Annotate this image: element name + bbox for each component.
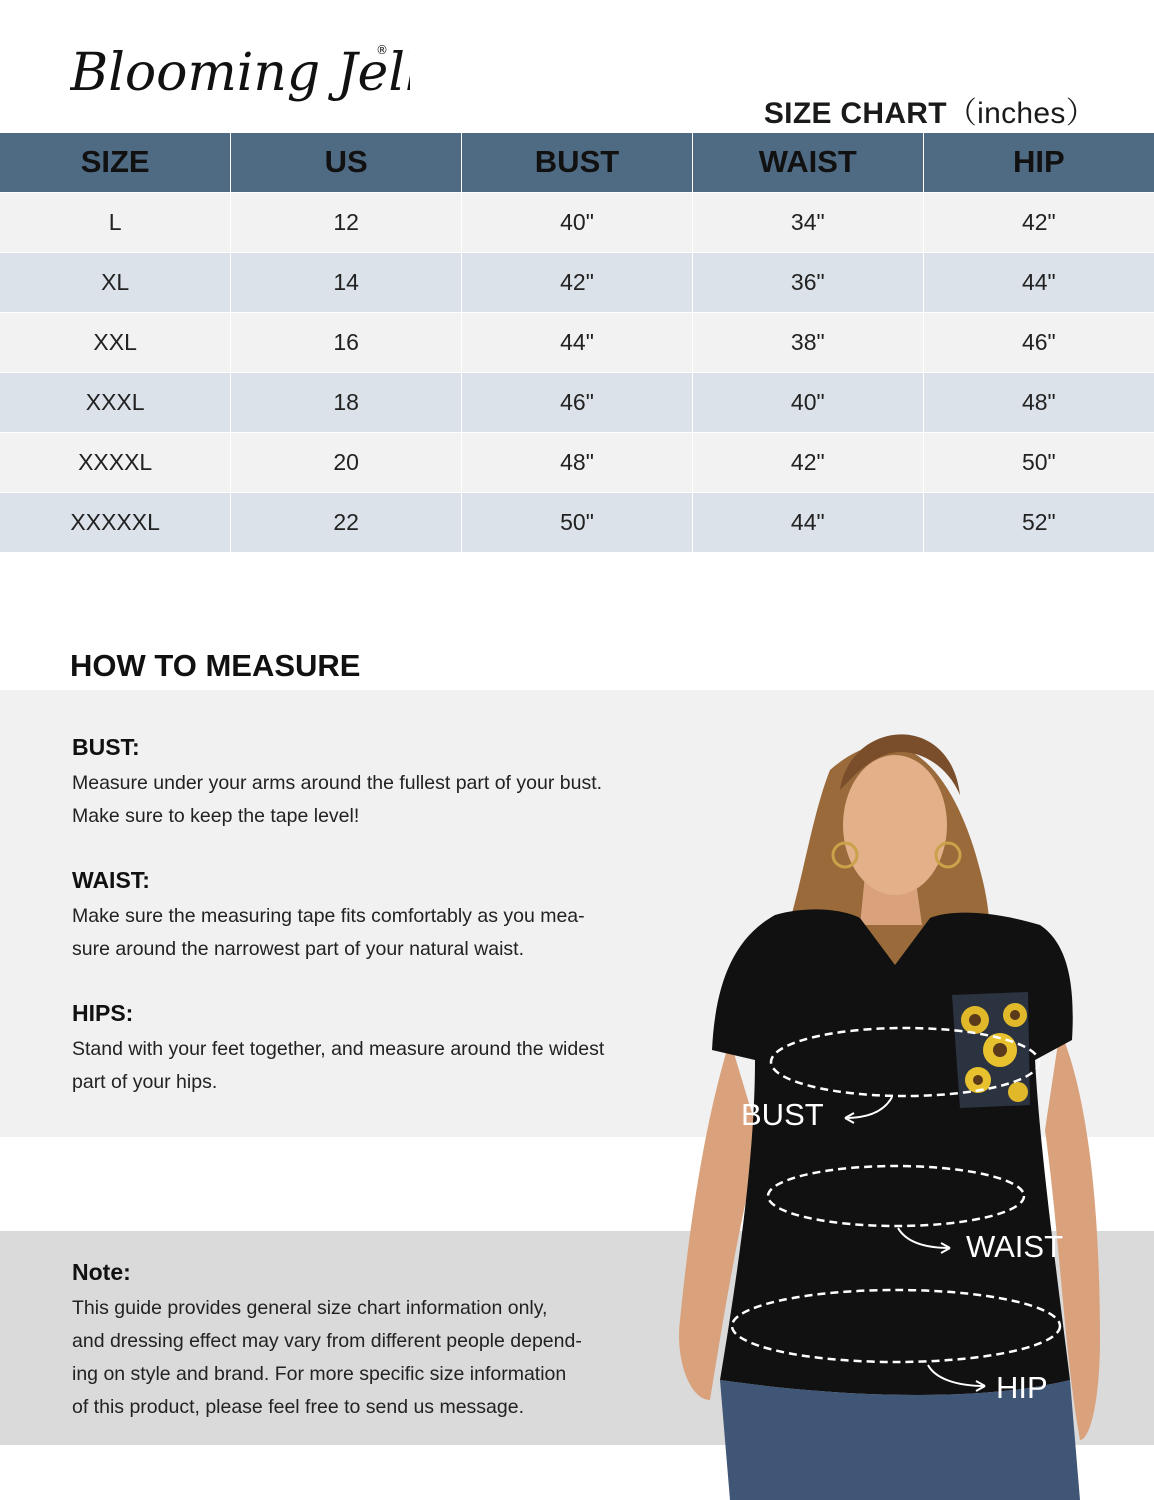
note-line-1: This guide provides general size chart information only, <box>72 1297 548 1319</box>
note-line-4: of this product, please feel free to send us message. <box>72 1396 525 1418</box>
cell-bust: 46" <box>462 372 693 432</box>
cell-size: XXL <box>0 312 231 372</box>
waist-section <box>72 867 672 966</box>
bust-section <box>72 734 672 833</box>
bust-title: BUST: <box>72 734 140 760</box>
note-line-2: and dressing effect may vary from different people depend- <box>72 1330 582 1352</box>
header-bust: BUST <box>462 133 693 192</box>
size-chart-title <box>764 88 1096 132</box>
cell-bust: 48" <box>462 432 693 492</box>
cell-us: 18 <box>231 372 462 432</box>
cell-us: 14 <box>231 252 462 312</box>
table-header-row <box>0 133 1154 192</box>
table-row <box>0 432 1154 492</box>
brand-logo-wordmark <box>70 28 410 108</box>
waist-line-2: sure around the narrowest part of your natural waist. <box>72 938 524 960</box>
header-us: US <box>231 133 462 192</box>
table-row <box>0 312 1154 372</box>
header-size: SIZE <box>0 133 231 192</box>
size-chart-table <box>0 133 1154 552</box>
svg-text:Blooming Jelly: Blooming Jel <box>70 43 405 103</box>
cell-size: L <box>0 192 231 252</box>
model-illustration <box>660 700 1154 1500</box>
model-photo <box>660 700 1154 1500</box>
brand-logo <box>70 28 410 108</box>
waist-line-1: Make sure the measuring tape fits comfortably as you mea- <box>72 905 585 927</box>
hip-label: HIP <box>996 1370 1048 1405</box>
table-row <box>0 192 1154 252</box>
cell-size: XXXXL <box>0 432 231 492</box>
cell-size: XXXL <box>0 372 231 432</box>
cell-hip: 44" <box>923 252 1154 312</box>
cell-waist: 38" <box>692 312 923 372</box>
cell-waist: 42" <box>692 432 923 492</box>
cell-bust: 44" <box>462 312 693 372</box>
hips-section <box>72 1000 672 1099</box>
waist-label: WAIST <box>966 1229 1064 1264</box>
svg-text:®: ® <box>376 43 388 57</box>
cell-size: XXXXXL <box>0 492 231 552</box>
cell-waist: 44" <box>692 492 923 552</box>
cell-size: XL <box>0 252 231 312</box>
waist-title: WAIST: <box>72 867 150 893</box>
table-row <box>0 252 1154 312</box>
cell-bust: 50" <box>462 492 693 552</box>
hips-line-1: Stand with your feet together, and measure around the widest <box>72 1038 605 1060</box>
cell-waist: 40" <box>692 372 923 432</box>
hips-line-2: part of your hips. <box>72 1071 218 1093</box>
size-chart-title-text: SIZE CHART <box>763 97 947 130</box>
note-line-3: ing on style and brand. For more specific size information <box>72 1363 567 1385</box>
cell-waist: 36" <box>692 252 923 312</box>
cell-hip: 52" <box>923 492 1154 552</box>
cell-hip: 46" <box>923 312 1154 372</box>
cell-bust: 42" <box>462 252 693 312</box>
table-row <box>0 492 1154 552</box>
cell-us: 22 <box>231 492 462 552</box>
note-title: Note: <box>72 1259 131 1285</box>
cell-hip: 42" <box>923 192 1154 252</box>
cell-bust: 40" <box>462 192 693 252</box>
note-section <box>72 1259 672 1424</box>
cell-us: 12 <box>231 192 462 252</box>
cell-hip: 50" <box>923 432 1154 492</box>
cell-waist: 34" <box>692 192 923 252</box>
cell-us: 20 <box>231 432 462 492</box>
how-to-measure-heading: HOW TO MEASURE <box>70 648 361 683</box>
table-row <box>0 372 1154 432</box>
bust-line-2: Make sure to keep the tape level! <box>72 805 360 827</box>
size-chart-unit: （inches） <box>946 97 1096 130</box>
header-hip: HIP <box>923 133 1154 192</box>
bust-label: BUST <box>741 1097 824 1132</box>
bust-line-1: Measure under your arms around the fullest part of your bust. <box>72 772 603 794</box>
header-waist: WAIST <box>692 133 923 192</box>
cell-us: 16 <box>231 312 462 372</box>
hips-title: HIPS: <box>72 1000 134 1026</box>
cell-hip: 48" <box>923 372 1154 432</box>
